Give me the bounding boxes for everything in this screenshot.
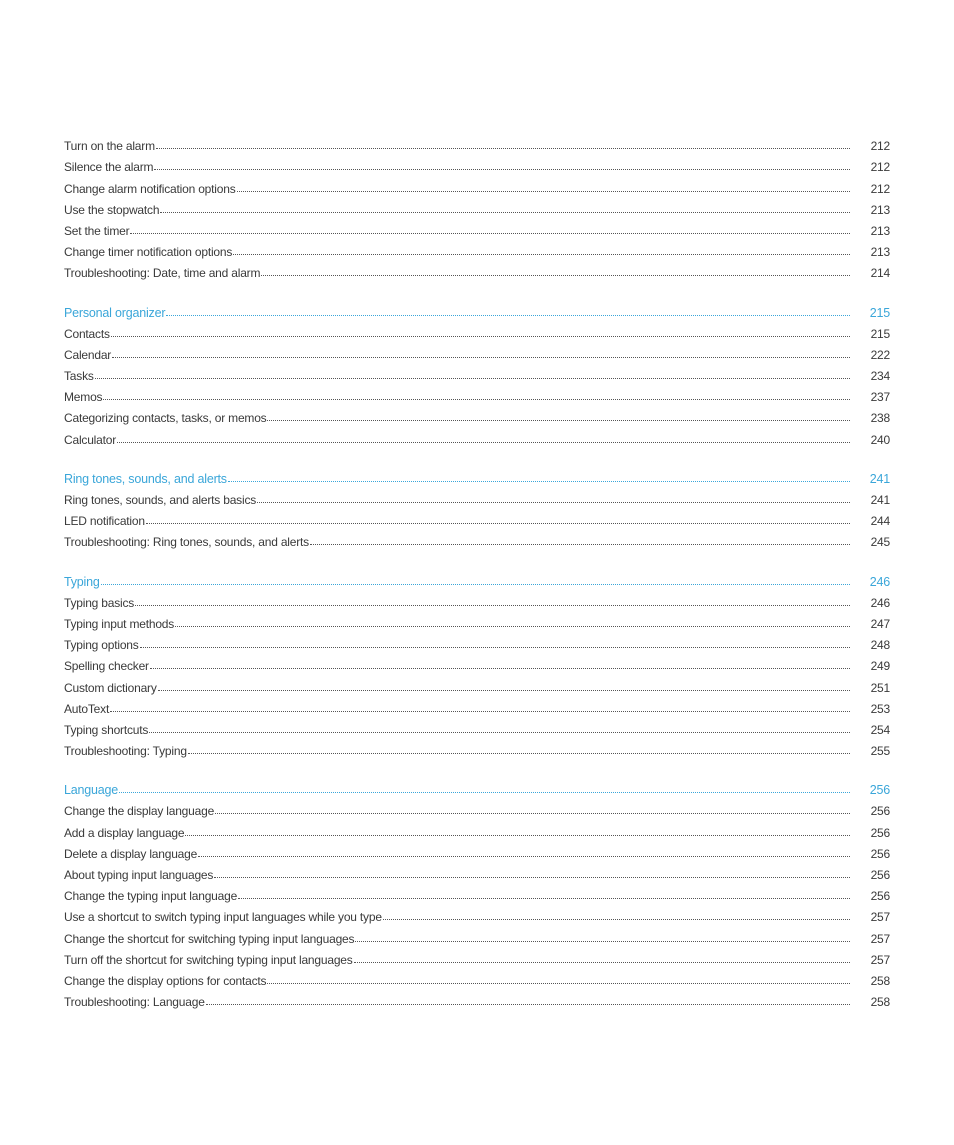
- dot-leader: [140, 647, 850, 648]
- toc-entry-title: Change the display options for contacts: [64, 973, 267, 988]
- dot-leader: [198, 856, 850, 857]
- toc-entry-page-number: 245: [870, 535, 890, 550]
- toc-entry[interactable]: [64, 425, 890, 446]
- toc-entry-page-number: 214: [870, 266, 890, 281]
- toc-entry-title: Typing input methods: [64, 616, 175, 631]
- toc-entry-title: Ring tones, sounds, and alerts basics: [64, 493, 257, 507]
- dot-leader: [101, 584, 850, 585]
- toc-entry-title: About typing input languages: [64, 868, 214, 882]
- dot-leader: [150, 668, 850, 669]
- toc-entry[interactable]: [64, 132, 890, 153]
- dot-leader: [135, 605, 850, 606]
- dot-leader: [267, 983, 850, 984]
- toc-entry-page-number: 257: [870, 931, 890, 946]
- dot-leader: [214, 877, 850, 878]
- dot-leader: [355, 941, 850, 942]
- toc-entry-page-number: 212: [870, 160, 890, 175]
- toc-entry-page-number: 254: [870, 722, 890, 737]
- toc-entry-title: Use the stopwatch: [64, 202, 160, 217]
- toc-entry-page-number: 213: [870, 202, 890, 217]
- toc-entry-title: Typing basics: [64, 595, 135, 610]
- toc-section: [64, 567, 890, 758]
- toc-entry-title: Troubleshooting: Date, time and alarm: [64, 266, 261, 281]
- toc-entry-title: Set the timer: [64, 223, 130, 238]
- toc-entry-page-number: 240: [870, 432, 890, 447]
- toc-entry[interactable]: [64, 217, 890, 238]
- dot-leader: [228, 481, 850, 482]
- toc-entry-page-number: 253: [870, 701, 890, 716]
- toc-entry-page-number: 212: [870, 181, 890, 196]
- toc-entry-page-number: 255: [870, 744, 890, 759]
- toc-entry[interactable]: [64, 486, 890, 507]
- toc-entry-page-number: 257: [870, 910, 890, 925]
- dot-leader: [160, 212, 850, 213]
- toc-entry-title: Troubleshooting: Language: [64, 995, 205, 1010]
- toc-entry-page-number: 247: [870, 616, 890, 631]
- toc-entry[interactable]: [64, 404, 890, 425]
- toc-entry[interactable]: [64, 737, 890, 758]
- toc-entry[interactable]: [64, 924, 890, 945]
- dot-leader: [156, 148, 850, 149]
- toc-entry-title: Delete a display language: [64, 846, 198, 861]
- toc-entry[interactable]: [64, 383, 890, 404]
- toc-entry[interactable]: [64, 153, 890, 174]
- toc-entry[interactable]: [64, 882, 890, 903]
- toc-section: [64, 465, 890, 550]
- toc-heading-title: Ring tones, sounds, and alerts: [64, 471, 227, 486]
- toc-entry-page-number: 238: [870, 411, 890, 426]
- toc-section-heading[interactable]: [64, 776, 890, 797]
- dot-leader: [103, 399, 850, 400]
- toc-entry-page-number: 234: [870, 369, 890, 384]
- toc-entry-title: Change the shortcut for switching typing input languages: [64, 931, 355, 946]
- toc-entry-page-number: 258: [870, 995, 890, 1010]
- toc-entry-page-number: 212: [870, 139, 890, 154]
- toc-entry-page-number: 256: [870, 825, 890, 840]
- toc-heading-title: Typing: [64, 574, 100, 589]
- dot-leader: [149, 732, 850, 733]
- toc-heading-page-number: 215: [869, 305, 890, 320]
- dot-leader: [310, 544, 850, 545]
- toc-entry-title: Add a display language: [64, 825, 185, 840]
- toc-entry[interactable]: [64, 652, 890, 673]
- dot-leader: [185, 835, 850, 836]
- dot-leader: [175, 626, 850, 627]
- toc-entry[interactable]: [64, 610, 890, 631]
- toc-entry[interactable]: [64, 631, 890, 652]
- toc-entry-title: Typing options: [64, 638, 139, 653]
- toc-entry[interactable]: [64, 673, 890, 694]
- toc-entry-page-number: 256: [870, 868, 890, 882]
- dot-leader: [154, 169, 850, 170]
- toc-entry-title: Use a shortcut to switch typing input languages while you type: [64, 910, 382, 925]
- dot-leader: [119, 792, 850, 793]
- toc-section: [64, 132, 890, 280]
- table-of-contents: [64, 132, 890, 1027]
- toc-entry[interactable]: [64, 946, 890, 967]
- toc-entry[interactable]: [64, 238, 890, 259]
- toc-entry[interactable]: [64, 861, 890, 882]
- toc-entry-page-number: 256: [870, 804, 890, 819]
- toc-entry[interactable]: [64, 320, 890, 341]
- dot-leader: [111, 336, 850, 337]
- toc-heading-title: Language: [64, 783, 119, 798]
- dot-leader: [354, 962, 850, 963]
- toc-entry-page-number: 213: [870, 245, 890, 260]
- toc-entry[interactable]: [64, 716, 890, 737]
- toc-entry[interactable]: [64, 196, 890, 217]
- toc-entry-title: Troubleshooting: Ring tones, sounds, and alerts: [64, 535, 309, 550]
- dot-leader: [158, 690, 850, 691]
- toc-entry-page-number: 251: [870, 680, 890, 695]
- dot-leader: [95, 378, 850, 379]
- toc-entry[interactable]: [64, 840, 890, 861]
- dot-leader: [130, 233, 850, 234]
- toc-entry[interactable]: [64, 818, 890, 839]
- toc-entry-page-number: 241: [870, 493, 890, 507]
- toc-section-heading[interactable]: [64, 465, 890, 486]
- toc-entry[interactable]: [64, 341, 890, 362]
- dot-leader: [238, 898, 850, 899]
- dot-leader: [206, 1004, 850, 1005]
- toc-entry-title: Categorizing contacts, tasks, or memos: [64, 411, 267, 426]
- dot-leader: [215, 813, 850, 814]
- toc-entry[interactable]: [64, 174, 890, 195]
- toc-entry-title: Silence the alarm: [64, 160, 154, 175]
- dot-leader: [166, 315, 850, 316]
- toc-entry-title: Turn off the shortcut for switching typing input languages: [64, 952, 353, 967]
- toc-entry-page-number: 248: [870, 638, 890, 653]
- toc-entry-title: Calculator: [64, 432, 117, 447]
- toc-entry-title: Tasks: [64, 369, 94, 384]
- toc-heading-page-number: 246: [869, 574, 890, 589]
- dot-leader: [146, 523, 850, 524]
- toc-entry-page-number: 237: [870, 390, 890, 405]
- toc-entry-title: Memos: [64, 390, 103, 405]
- toc-entry-page-number: 222: [870, 347, 890, 362]
- toc-entry-page-number: 257: [870, 952, 890, 967]
- toc-entry-page-number: 249: [870, 659, 890, 674]
- toc-section-heading[interactable]: [64, 567, 890, 588]
- toc-entry[interactable]: [64, 903, 890, 924]
- toc-section: [64, 776, 890, 1009]
- toc-entry-title: AutoText: [64, 701, 110, 716]
- toc-entry[interactable]: [64, 589, 890, 610]
- toc-entry-page-number: 215: [870, 326, 890, 341]
- toc-entry-title: Change timer notification options: [64, 245, 233, 260]
- toc-heading-title: Personal organizer: [64, 305, 166, 320]
- toc-section-heading[interactable]: [64, 298, 890, 319]
- dot-leader: [237, 191, 850, 192]
- toc-entry[interactable]: [64, 507, 890, 528]
- toc-entry[interactable]: [64, 528, 890, 549]
- toc-heading-page-number: 256: [869, 783, 890, 798]
- toc-entry[interactable]: [64, 988, 890, 1009]
- dot-leader: [112, 357, 850, 358]
- dot-leader: [188, 753, 850, 754]
- dot-leader: [110, 711, 850, 712]
- toc-entry-title: Change alarm notification options: [64, 181, 236, 196]
- dot-leader: [267, 420, 850, 421]
- toc-entry-title: Calendar: [64, 347, 112, 362]
- dot-leader: [233, 254, 850, 255]
- dot-leader: [117, 442, 850, 443]
- toc-entry-title: Troubleshooting: Typing: [64, 744, 187, 759]
- dot-leader: [257, 502, 850, 503]
- toc-entry-title: Spelling checker: [64, 659, 149, 674]
- toc-entry[interactable]: [64, 362, 890, 383]
- dot-leader: [383, 919, 850, 920]
- toc-entry-page-number: 244: [870, 514, 890, 529]
- toc-entry-title: LED notification: [64, 514, 145, 529]
- toc-entry[interactable]: [64, 259, 890, 280]
- toc-entry-title: Turn on the alarm: [64, 139, 155, 154]
- toc-entry[interactable]: [64, 797, 890, 818]
- toc-heading-page-number: 241: [869, 471, 890, 486]
- toc-entry-title: Typing shortcuts: [64, 722, 149, 737]
- toc-entry[interactable]: [64, 695, 890, 716]
- dot-leader: [261, 275, 850, 276]
- toc-section: [64, 298, 890, 446]
- toc-entry-title: Custom dictionary: [64, 680, 157, 695]
- toc-entry[interactable]: [64, 967, 890, 988]
- toc-entry-title: Change the display language: [64, 804, 215, 819]
- toc-entry-page-number: 256: [870, 846, 890, 861]
- toc-entry-title: Change the typing input language: [64, 889, 238, 904]
- toc-entry-title: Contacts: [64, 326, 110, 341]
- toc-entry-page-number: 258: [870, 973, 890, 988]
- toc-entry-page-number: 246: [870, 595, 890, 610]
- toc-entry-page-number: 256: [870, 889, 890, 904]
- toc-entry-page-number: 213: [870, 223, 890, 238]
